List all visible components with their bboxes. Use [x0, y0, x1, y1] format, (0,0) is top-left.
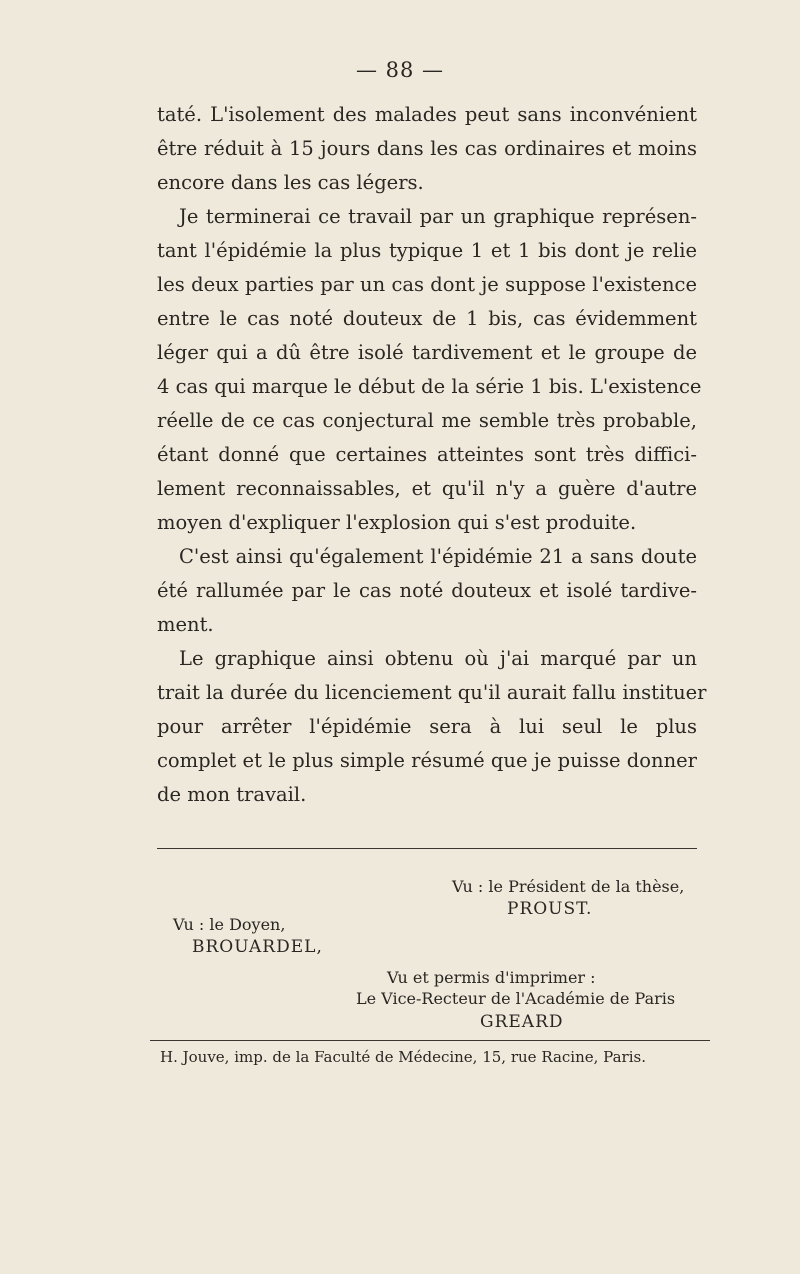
body-text: [157, 98, 707, 812]
text-line: léger qui a dû être isolé tardivement et le groupe de: [157, 341, 697, 364]
text-line: réelle de ce cas conjectural me semble très probable,: [157, 409, 697, 432]
text-line: les deux parties par un cas dont je suppose l'existence: [157, 273, 697, 296]
president-name: PROUST.: [507, 899, 593, 919]
text-line: encore dans les cas légers.: [157, 171, 424, 194]
vice-rector-label: Le Vice-Recteur de l'Académie de Paris: [356, 989, 676, 1008]
text-line: pour arrêter l'épidémie sera à lui seul le plus: [157, 715, 697, 738]
text-line: tant l'épidémie la plus typique 1 et 1 bis dont je relie: [157, 239, 697, 262]
text-line: étant donné que certaines atteintes sont très diffici-: [157, 443, 697, 466]
text-line: trait la durée du licenciement qu'il aurait fallu instituer: [157, 681, 707, 704]
print-permit-label: Vu et permis d'imprimer :: [387, 968, 596, 987]
text-line: moyen d'expliquer l'explosion qui s'est produite.: [157, 511, 637, 534]
printer-imprint: H. Jouve, imp. de la Faculté de Médecine, 15, rue Racine, Paris.: [160, 1048, 646, 1066]
text-line: C'est ainsi qu'également l'épidémie 21 a sans doute: [179, 545, 697, 568]
text-line: taté. L'isolement des malades peut sans inconvénient: [157, 103, 697, 126]
page-number: — 88 —: [355, 58, 445, 82]
dean-approval-label: Vu : le Doyen,: [173, 915, 286, 934]
text-line: être réduit à 15 jours dans les cas ordinaires et moins: [157, 137, 697, 160]
text-line: été rallumée par le cas noté douteux et isolé tardive-: [157, 579, 697, 602]
text-line: Je terminerai ce travail par un graphique représen-: [179, 205, 697, 228]
vice-rector-name: GREARD: [480, 1012, 564, 1032]
separator-rule: [157, 848, 697, 849]
text-line: lement reconnaissables, et qu'il n'y a guère d'autre: [157, 477, 697, 500]
president-approval-label: Vu : le Président de la thèse,: [452, 877, 685, 896]
dean-name: BROUARDEL,: [192, 937, 323, 957]
text-line: Le graphique ainsi obtenu où j'ai marqué par un: [179, 647, 697, 670]
imprint-rule: [150, 1040, 710, 1041]
text-line: de mon travail.: [157, 783, 307, 806]
text-line: 4 cas qui marque le début de la série 1 bis. L'existence: [157, 375, 702, 398]
text-line: complet et le plus simple résumé que je puisse donner: [157, 749, 697, 772]
text-line: entre le cas noté douteux de 1 bis, cas évidemment: [157, 307, 697, 330]
text-line: ment.: [157, 613, 214, 636]
